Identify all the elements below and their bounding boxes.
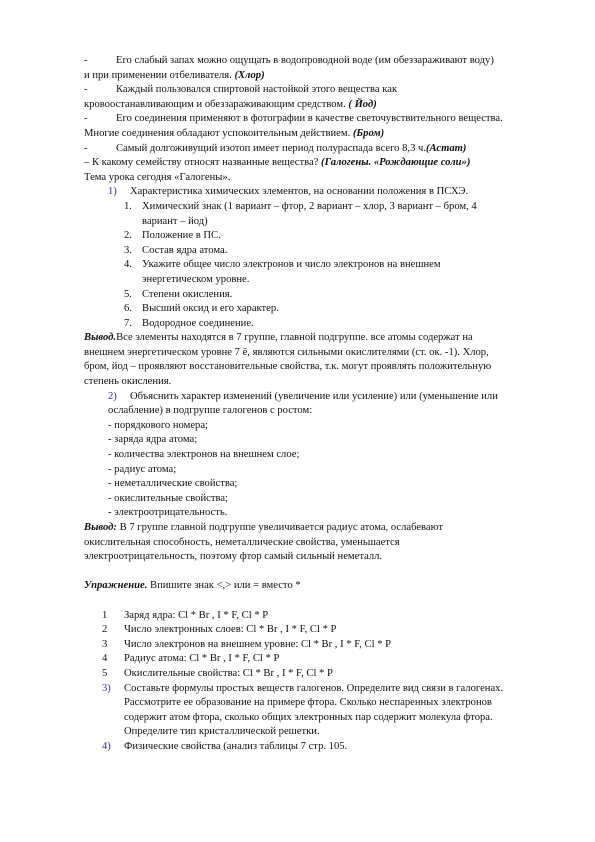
section-2: 2) Объяснить характер изменений (увеличение или усиление) или (уменьшение или ослабление) в подгруппе галогенов с ростом: - порядкового номера; - заряда ядра атома; - количества электронов на внешнем слое; - радиус атома; - неметаллические свойства; - окислительные свойства; - электроотрицательность. bbox=[84, 390, 554, 521]
section-title: Характеристика химических элементов, на основании положения в ПСХЭ. bbox=[130, 186, 469, 198]
family-question bbox=[84, 156, 554, 171]
hint-answer: ( Йод) bbox=[348, 98, 377, 110]
exercise-item: 3 Число электронов на внешнем уровне: Cl * Br , I * F, Cl * P bbox=[102, 638, 392, 650]
bullet: - bbox=[84, 55, 88, 66]
hint-answer: (Бром) bbox=[352, 127, 385, 139]
list-item: - радиус атома; bbox=[108, 463, 177, 475]
list-item: - неметаллические свойства; bbox=[108, 478, 238, 490]
bullet: - bbox=[84, 84, 88, 96]
section-1 bbox=[84, 185, 554, 200]
conclusion-1: Вывод.Все элементы находятся в 7 группе, главной подгруппе. все атомы содержат на внешнем энергетическом уровне 7 ē, являются сильными окислителями (ст. ок. -1). Хлор, бром, йод – проявляют восстановительные свойства, т.к. могут проявлять положительную степень окисления. bbox=[84, 332, 492, 388]
hint-text: Каждый пользовался спиртовой настойкой этого вещества как bbox=[116, 84, 398, 96]
hint-text-cont: кровоостанавливающим и обеззараживающим средством. bbox=[84, 98, 349, 110]
list-item: 4. Укажите общее число электронов и число электронов на внешнем bbox=[124, 259, 441, 271]
exercise-heading: Упражнение. Впишите знак <,> или = вместо * bbox=[84, 580, 301, 592]
list-item: 3. Состав ядра атома. bbox=[124, 244, 228, 256]
exercise-item: 1 Заряд ядра: Cl * Br , I * F, Cl * P bbox=[102, 609, 269, 621]
lesson-topic: Тема урока сегодня «Галогены». bbox=[84, 171, 231, 183]
list-item: - окислительные свойства; bbox=[108, 492, 228, 504]
hint-text-cont: Многие соединения обладают успокоительным действием. bbox=[84, 127, 353, 139]
conclusion-2: Вывод: В 7 группе главной подгруппе увеличивается радиус атома, ослабевают окислительная способность, неметаллические свойства, уменьшается электроотрицательность, поэтому фтор самый сильный неметалл. bbox=[84, 522, 444, 563]
section-3: 3) Составьте формулы простых веществ галогенов. Определите вид связи в галогенах. bbox=[84, 682, 554, 697]
hint-text-cont: и при применении отбеливателя. bbox=[84, 69, 235, 81]
hint-answer: (Астат) bbox=[426, 142, 467, 154]
conclusion-label: Вывод. bbox=[84, 332, 117, 344]
exercise-item: 4 Радиус атома: Cl * Br , I * F, Cl * P bbox=[102, 653, 280, 665]
bullet: - bbox=[84, 142, 88, 154]
list-item-cont: энергетическом уровне. bbox=[142, 273, 250, 285]
list-item: 6. Высший оксид и его характер. bbox=[124, 303, 279, 315]
list-item: - порядкового номера; bbox=[108, 419, 208, 431]
list-item-cont: вариант – йод) bbox=[142, 215, 208, 227]
hint-3 bbox=[84, 112, 554, 141]
exercise-label: Упражнение. bbox=[84, 580, 148, 592]
section-number: 2) bbox=[108, 390, 117, 402]
section-number: 3) bbox=[102, 682, 111, 694]
exercise-list: 1 Заряд ядра: Cl * Br , I * F, Cl * P 2 Число электронных слоев: Cl * Br , I * F, Cl * P 3 Число электронов на внешнем уровне: Cl * Br , I * F, Cl * P 4 Радиус атома: Cl * Br , I * F, Cl * P 5 Окислительные свойства: Cl * Br , I * F, Cl * P 3) Составьте формулы простых веществ галогенов. Определите вид связи в галогенах. Рассмотрите ее образование на примере фтора. Сколько неспаренных электронов содержит атом фтора, сколько общих электронных пар содержит молекула фтора. Определите тип кристаллической решетки. 4) Физические свойства (анализ таблицы 7 стр. 105. bbox=[84, 609, 554, 755]
list-item: 7. Водородное соединение. bbox=[124, 317, 254, 329]
exercise-item: 5 Окислительные свойства: Cl * Br , I * F, Cl * P bbox=[102, 667, 333, 679]
list-item: 5. Степени окисления. bbox=[124, 288, 233, 300]
list-item: - количества электронов на внешнем слое; bbox=[108, 449, 300, 461]
section-number: 4) bbox=[102, 740, 111, 752]
conclusion-label: Вывод: bbox=[84, 522, 117, 533]
hint-1 bbox=[84, 54, 554, 83]
question-answer: (Галогены. «Рождающие соли») bbox=[321, 157, 471, 169]
hint-text: Его соединения применяют в фотографии в качестве светочувствительного вещества. bbox=[116, 113, 503, 125]
exercise-item: 2 Число электронных слоев: Cl * Br , I * F, Cl * P bbox=[102, 624, 337, 636]
list-item: - заряда ядра атома; bbox=[108, 434, 198, 446]
hint-text: Самый долгоживущий изотоп имеет период полураспада всего 8,3 ч. bbox=[116, 142, 426, 154]
section-number: 1) bbox=[108, 186, 117, 198]
list-item: 2. Положение в ПС. bbox=[124, 230, 221, 242]
hint-answer: (Хлор) bbox=[234, 69, 265, 81]
list-item: 1. Химический знак (1 вариант – фтор, 2 вариант – хлор, 3 вариант – бром, 4 bbox=[124, 200, 477, 212]
list-item: - электроотрицательность. bbox=[108, 507, 228, 519]
document-page bbox=[84, 54, 554, 755]
characteristics-list bbox=[84, 200, 554, 331]
section-4: 4) Физические свойства (анализ таблицы 7 стр. 105. bbox=[84, 740, 554, 755]
question-text: – К какому семейству относят названные вещества? bbox=[84, 157, 322, 169]
bullet: - bbox=[84, 113, 88, 125]
hint-4 bbox=[84, 142, 554, 157]
hint-text: Его слабый запах можно ощущать в водопроводной воде (им обеззараживают воду) bbox=[116, 55, 494, 66]
hint-2 bbox=[84, 83, 554, 112]
